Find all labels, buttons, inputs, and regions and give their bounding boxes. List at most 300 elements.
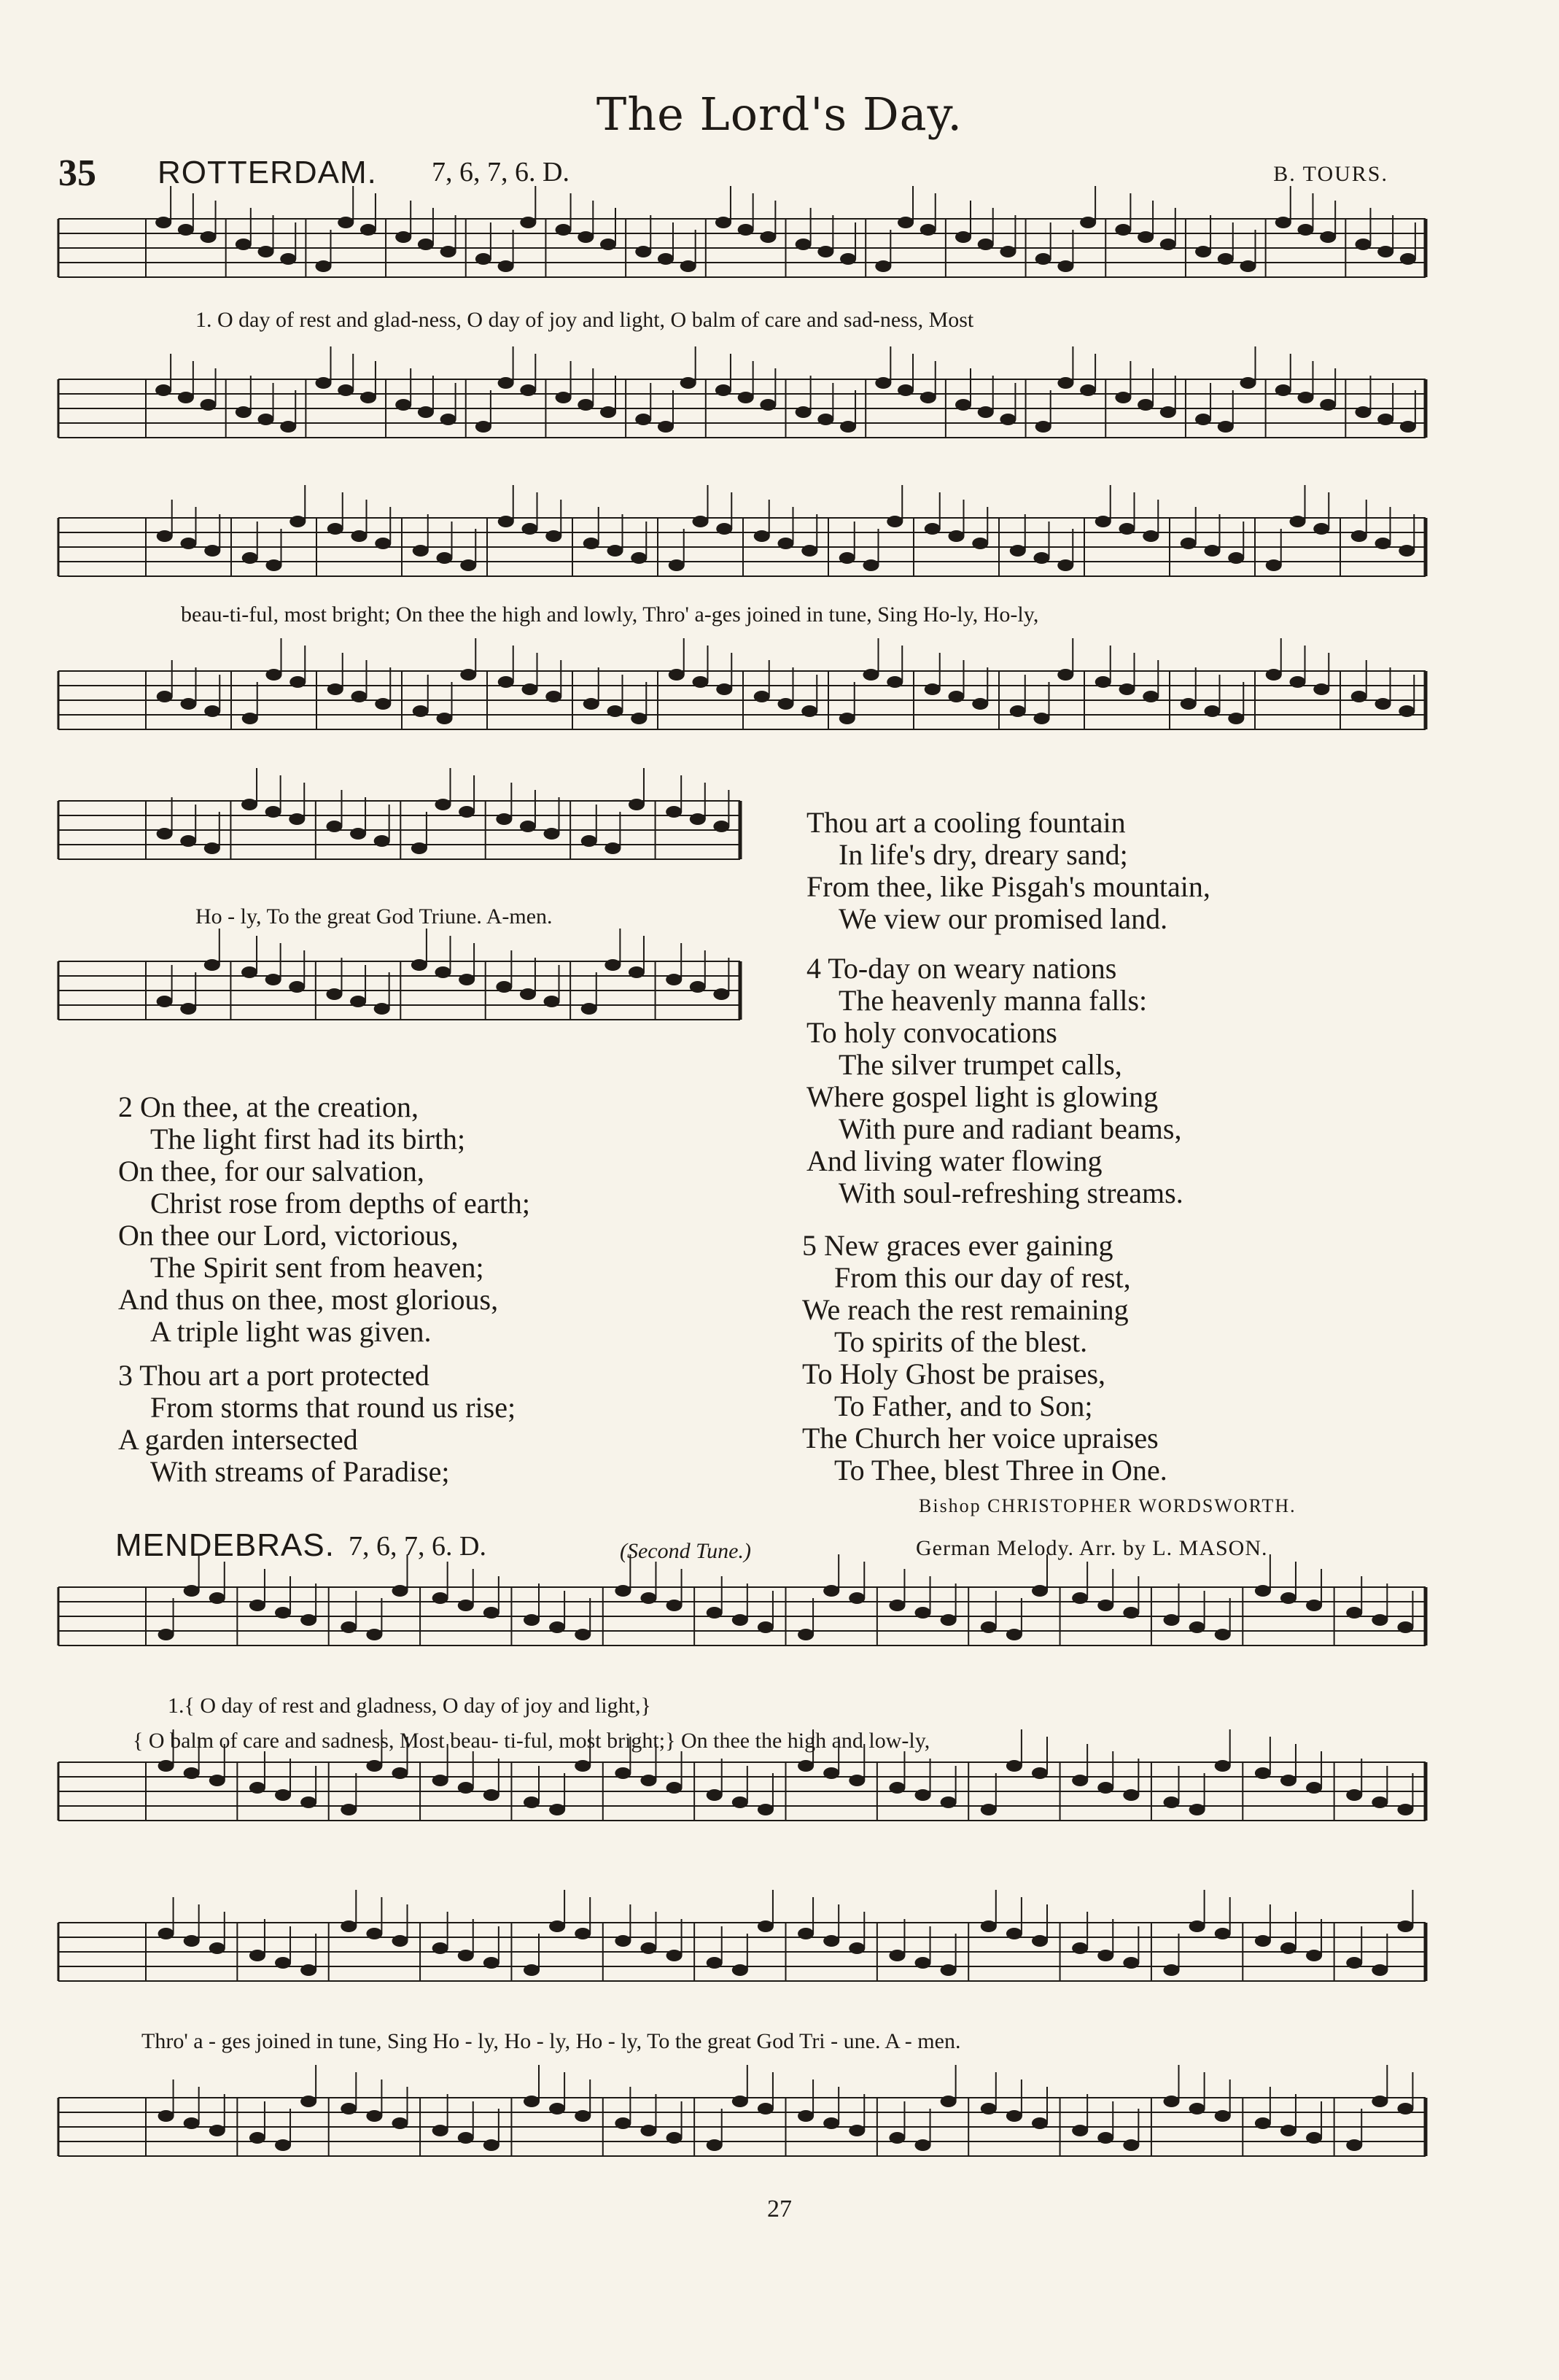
note-head <box>184 1767 200 1779</box>
note-head <box>458 1950 474 1961</box>
note-head <box>600 239 616 250</box>
note-head <box>798 2110 814 2122</box>
note-head <box>1032 2117 1048 2129</box>
note-head <box>738 224 754 236</box>
note-head <box>1215 1760 1231 1772</box>
note-head <box>1372 1614 1388 1626</box>
note-head <box>475 253 491 265</box>
note-head <box>158 1760 174 1772</box>
note-head <box>981 1804 997 1815</box>
note-head <box>392 2117 408 2129</box>
note-head <box>360 392 376 403</box>
note-head <box>524 1796 540 1808</box>
note-head <box>1320 399 1336 411</box>
note-head <box>1195 246 1211 257</box>
note-head <box>1097 1600 1113 1611</box>
note-head <box>366 1760 382 1772</box>
note-head <box>1275 217 1291 228</box>
stanza-4 <box>806 953 1183 1209</box>
note-head <box>249 2132 265 2144</box>
note-head <box>607 545 623 557</box>
note-head <box>258 246 274 257</box>
note-head <box>1143 691 1159 702</box>
note-head <box>1290 676 1306 688</box>
note-head <box>915 2139 931 2151</box>
note-head <box>1164 1614 1180 1626</box>
note-head <box>157 530 173 542</box>
note-head <box>600 406 616 418</box>
note-head <box>300 1964 316 1976</box>
note-head <box>338 384 354 396</box>
note-head <box>1397 2103 1413 2115</box>
note-head <box>1057 260 1073 272</box>
note-head <box>1372 1964 1388 1976</box>
note-head <box>178 224 194 236</box>
note-head <box>418 406 434 418</box>
note-head <box>972 538 988 549</box>
note-head <box>1072 2125 1088 2136</box>
note-head <box>300 1796 316 1808</box>
note-head <box>440 246 456 257</box>
note-head <box>418 239 434 250</box>
note-head <box>1399 705 1415 717</box>
note-head <box>1080 384 1096 396</box>
note-head <box>758 2103 774 2115</box>
note-head <box>716 523 732 535</box>
note-head <box>1010 705 1026 717</box>
note-head <box>1035 421 1051 433</box>
note-head <box>275 1789 291 1801</box>
page-number: 27 <box>767 2195 792 2222</box>
note-head <box>351 530 368 542</box>
note-head <box>875 377 891 389</box>
stanza-line: From this our day of rest, <box>834 1261 1131 1294</box>
note-head <box>275 1607 291 1619</box>
note-head <box>760 231 776 243</box>
note-head <box>432 1592 448 1604</box>
note-head <box>732 1614 748 1626</box>
note-head <box>520 821 536 832</box>
note-head <box>483 2139 499 2151</box>
note-head <box>459 974 475 985</box>
note-head <box>366 1629 382 1640</box>
note-head <box>157 828 173 840</box>
music-lyric-line: Ho - ly, To the great God Triune. A-men. <box>195 904 553 929</box>
note-head <box>1397 1920 1413 1932</box>
note-head <box>374 1003 390 1015</box>
stanza-line: To Father, and to Son; <box>834 1389 1093 1422</box>
note-head <box>1164 1796 1180 1808</box>
note-head <box>458 1600 474 1611</box>
tune-name: ROTTERDAM. <box>158 155 377 190</box>
note-head <box>440 414 456 425</box>
note-head <box>549 2103 565 2115</box>
note-head <box>545 691 561 702</box>
note-head <box>157 691 173 702</box>
note-head <box>631 552 647 564</box>
note-head <box>754 691 770 702</box>
staff <box>58 1554 1426 1646</box>
note-head <box>413 705 429 717</box>
composer: B. TOURS. <box>1273 162 1388 186</box>
note-head <box>1215 1928 1231 1939</box>
note-head <box>1351 691 1367 702</box>
note-head <box>738 392 754 403</box>
note-head <box>341 1920 357 1932</box>
note-head <box>1375 698 1391 710</box>
note-head <box>1123 2139 1139 2151</box>
note-head <box>458 1782 474 1794</box>
note-head <box>1228 713 1244 724</box>
note-head <box>460 669 476 681</box>
note-head <box>1320 231 1336 243</box>
note-head <box>341 1804 357 1815</box>
note-head <box>1255 1935 1271 1947</box>
note-head <box>289 676 306 688</box>
stanza-line: To Holy Ghost be praises, <box>802 1357 1106 1390</box>
note-head <box>1189 1804 1205 1815</box>
note-head <box>181 538 197 549</box>
note-head <box>925 523 941 535</box>
note-head <box>1372 1796 1388 1808</box>
note-head <box>1057 377 1073 389</box>
note-head <box>955 231 971 243</box>
note-head <box>1138 399 1154 411</box>
note-head <box>615 1767 631 1779</box>
note-head <box>458 2132 474 2144</box>
note-head <box>498 676 514 688</box>
note-head <box>520 217 536 228</box>
note-head <box>1057 669 1073 681</box>
note-head <box>338 217 354 228</box>
note-head <box>849 1592 865 1604</box>
stanza-line: With streams of Paradise; <box>150 1455 450 1488</box>
stanza-line: Thou art a cooling fountain <box>806 806 1126 839</box>
note-head <box>778 538 794 549</box>
stanza-line: We reach the rest remaining <box>802 1293 1129 1326</box>
note-head <box>635 246 651 257</box>
note-head <box>575 1760 591 1772</box>
stanza-line: A triple light was given. <box>150 1315 432 1348</box>
note-head <box>889 1600 905 1611</box>
stanza-line: With pure and radiant beams, <box>839 1112 1182 1145</box>
second-tune-arranger: German Melody. Arr. by L. MASON. <box>916 1536 1268 1560</box>
note-head <box>524 1614 540 1626</box>
note-head <box>920 224 936 236</box>
note-head <box>549 1621 565 1633</box>
staff <box>58 2065 1426 2156</box>
note-head <box>1032 1767 1048 1779</box>
note-head <box>941 2096 957 2107</box>
note-head <box>265 806 281 818</box>
note-head <box>640 1775 656 1786</box>
stanza-line: The Church her voice upraises <box>802 1422 1159 1454</box>
note-head <box>796 239 812 250</box>
note-head <box>1160 239 1176 250</box>
note-head <box>575 1928 591 1939</box>
note-head <box>713 988 729 1000</box>
note-head <box>1397 1621 1413 1633</box>
note-head <box>1006 1928 1022 1939</box>
note-head <box>158 1629 174 1640</box>
note-head <box>1377 414 1393 425</box>
note-head <box>666 806 682 818</box>
note-head <box>1000 414 1016 425</box>
note-head <box>236 239 252 250</box>
author-credit: Bishop CHRISTOPHER WORDSWORTH. <box>919 1495 1296 1516</box>
note-head <box>1115 224 1131 236</box>
note-head <box>1123 1607 1139 1619</box>
note-head <box>375 538 391 549</box>
note-head <box>204 959 220 971</box>
note-head <box>889 1782 905 1794</box>
stanza-line: A garden intersected <box>118 1423 358 1456</box>
note-head <box>249 1950 265 1961</box>
note-head <box>707 1607 723 1619</box>
note-head <box>1306 1782 1322 1794</box>
note-head <box>459 806 475 818</box>
note-head <box>915 1789 931 1801</box>
note-head <box>949 530 965 542</box>
note-head <box>242 713 258 724</box>
note-head <box>275 1957 291 1969</box>
stanza-line: We view our promised land. <box>839 902 1168 935</box>
staff <box>58 485 1426 576</box>
note-head <box>280 421 296 433</box>
note-head <box>840 253 856 265</box>
note-head <box>972 698 988 710</box>
stanza-3 <box>118 1360 516 1488</box>
note-head <box>1189 2103 1205 2115</box>
note-head <box>1164 1964 1180 1976</box>
note-head <box>707 1789 723 1801</box>
note-head <box>556 224 572 236</box>
note-head <box>941 1796 957 1808</box>
note-head <box>915 1607 931 1619</box>
note-head <box>715 217 731 228</box>
note-head <box>1218 253 1234 265</box>
note-head <box>300 2096 316 2107</box>
note-head <box>241 966 257 978</box>
note-head <box>366 2110 382 2122</box>
note-head <box>1119 683 1135 695</box>
note-head <box>669 669 685 681</box>
staff <box>58 768 740 859</box>
note-head <box>520 384 536 396</box>
note-head <box>863 669 879 681</box>
note-head <box>575 2110 591 2122</box>
stanza-line: And living water flowing <box>806 1144 1103 1177</box>
note-head <box>180 835 196 847</box>
note-head <box>483 1789 499 1801</box>
note-head <box>316 377 332 389</box>
note-head <box>578 231 594 243</box>
note-head <box>1306 2132 1322 2144</box>
note-head <box>1189 1621 1205 1633</box>
note-head <box>184 2117 200 2129</box>
note-head <box>707 1957 723 1969</box>
note-head <box>690 813 706 825</box>
stanza-line: To holy convocations <box>806 1016 1057 1049</box>
stanza-line: The light first had its birth; <box>150 1123 466 1155</box>
note-head <box>475 421 491 433</box>
note-head <box>823 1585 839 1597</box>
note-head <box>209 1942 225 1954</box>
note-head <box>350 996 366 1007</box>
note-head <box>1000 246 1016 257</box>
note-head <box>680 260 696 272</box>
note-head <box>981 1920 997 1932</box>
note-head <box>432 1942 448 1954</box>
note-head <box>817 414 833 425</box>
note-head <box>1035 253 1051 265</box>
note-head <box>1097 1950 1113 1961</box>
note-head <box>249 1600 265 1611</box>
note-head <box>925 683 941 695</box>
note-head <box>1297 392 1313 403</box>
note-head <box>360 224 376 236</box>
note-head <box>1143 530 1159 542</box>
note-head <box>1346 1607 1362 1619</box>
note-head <box>1275 384 1291 396</box>
note-head <box>435 799 451 810</box>
second-tune-meter: 7, 6, 7, 6. D. <box>349 1531 486 1562</box>
note-head <box>981 1621 997 1633</box>
note-head <box>209 2125 225 2136</box>
note-head <box>1372 2096 1388 2107</box>
stanza-line: The Spirit sent from heaven; <box>150 1251 484 1284</box>
note-head <box>1313 683 1329 695</box>
note-head <box>1266 559 1282 571</box>
music-lyric-line: 1.{ O day of rest and gladness, O day of joy and light,} <box>168 1694 651 1718</box>
note-head <box>666 974 682 985</box>
note-head <box>1164 2096 1180 2107</box>
stanza-line: To spirits of the blest. <box>834 1325 1088 1358</box>
meter: 7, 6, 7, 6. D. <box>432 157 569 187</box>
note-head <box>629 966 645 978</box>
note-head <box>1034 713 1050 724</box>
note-head <box>578 399 594 411</box>
note-head <box>289 516 306 527</box>
note-head <box>615 1585 631 1597</box>
note-head <box>316 260 332 272</box>
note-head <box>849 2125 865 2136</box>
note-head <box>1397 1804 1413 1815</box>
note-head <box>280 253 296 265</box>
note-head <box>432 2125 448 2136</box>
note-head <box>1032 1935 1048 1947</box>
note-head <box>549 1804 565 1815</box>
note-head <box>1375 538 1391 549</box>
note-head <box>981 2103 997 2115</box>
note-head <box>758 1920 774 1932</box>
note-head <box>1280 1775 1296 1786</box>
note-head <box>204 705 220 717</box>
note-head <box>583 698 599 710</box>
note-head <box>201 231 217 243</box>
note-head <box>498 377 514 389</box>
note-head <box>840 421 856 433</box>
note-head <box>157 996 173 1007</box>
note-head <box>1119 523 1135 535</box>
note-head <box>1346 2139 1362 2151</box>
note-head <box>817 246 833 257</box>
note-head <box>375 698 391 710</box>
note-head <box>1205 545 1221 557</box>
note-head <box>1006 1629 1022 1640</box>
note-head <box>1115 392 1131 403</box>
note-head <box>432 1775 448 1786</box>
note-head <box>395 399 411 411</box>
second-tune-name: MENDEBRAS. <box>115 1527 335 1563</box>
note-head <box>544 828 560 840</box>
note-head <box>713 821 729 832</box>
note-head <box>1057 559 1073 571</box>
note-head <box>1399 545 1415 557</box>
note-head <box>941 1964 957 1976</box>
note-head <box>366 1928 382 1939</box>
note-head <box>978 406 994 418</box>
note-head <box>1095 516 1111 527</box>
note-head <box>631 713 647 724</box>
note-head <box>716 683 732 695</box>
note-head <box>955 399 971 411</box>
note-head <box>1123 1789 1139 1801</box>
note-head <box>1297 224 1313 236</box>
note-head <box>758 1621 774 1633</box>
note-head <box>341 2103 357 2115</box>
stanza-line: The heavenly manna falls: <box>839 984 1148 1017</box>
note-head <box>1240 377 1256 389</box>
note-head <box>1280 1592 1296 1604</box>
note-head <box>158 1928 174 1939</box>
note-head <box>184 1935 200 1947</box>
note-head <box>435 966 451 978</box>
note-head <box>1097 1782 1113 1794</box>
note-head <box>326 821 342 832</box>
note-head <box>604 959 621 971</box>
note-head <box>524 1964 540 1976</box>
note-head <box>1306 1950 1322 1961</box>
note-head <box>1351 530 1367 542</box>
note-head <box>496 981 512 993</box>
note-head <box>242 552 258 564</box>
note-head <box>265 974 281 985</box>
stanza-3-continued <box>806 807 1210 935</box>
note-head <box>707 2139 723 2151</box>
note-head <box>898 384 914 396</box>
note-head <box>374 835 390 847</box>
stanza-line: To Thee, blest Three in One. <box>834 1454 1167 1486</box>
note-head <box>544 996 560 1007</box>
note-head <box>1240 260 1256 272</box>
note-head <box>327 683 343 695</box>
page-title: The Lord's Day. <box>596 88 963 141</box>
note-head <box>556 392 572 403</box>
note-head <box>522 523 538 535</box>
note-head <box>889 1950 905 1961</box>
note-head <box>460 559 476 571</box>
note-head <box>1034 552 1050 564</box>
stanza-line: Where gospel light is glowing <box>806 1080 1159 1113</box>
note-head <box>798 1629 814 1640</box>
note-head <box>351 691 368 702</box>
note-head <box>520 988 536 1000</box>
note-head <box>693 676 709 688</box>
note-head <box>241 799 257 810</box>
stanza-line: And thus on thee, most glorious, <box>118 1283 499 1316</box>
note-head <box>209 1775 225 1786</box>
